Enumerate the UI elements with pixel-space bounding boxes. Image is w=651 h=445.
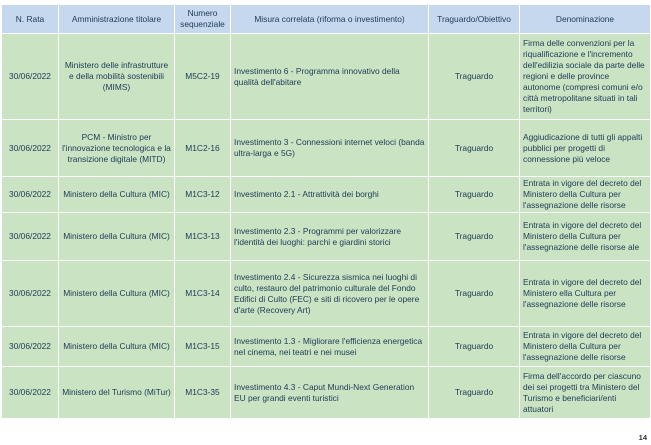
cell-traguardo: Traguardo — [429, 177, 520, 213]
cell-rata: 30/06/2022 — [2, 327, 59, 367]
table-row — [2, 177, 651, 213]
table-row — [2, 261, 651, 327]
table-row — [2, 367, 651, 419]
cell-amministrazione: Ministero della Cultura (MIC) — [59, 213, 175, 261]
cell-misura: Investimento 1.3 - Migliorare l'efficienza energetica nel cinema, nei teatri e nei musei — [231, 327, 429, 367]
cell-amministrazione: PCM - Ministro per l'innovazione tecnologica e la transizione digitale (MITD) — [59, 120, 175, 177]
cell-traguardo: Traguardo — [429, 327, 520, 367]
cell-numero: M1C2-16 — [175, 120, 231, 177]
header-traguardo-obiettivo: Traguardo/Obiettivo — [429, 5, 520, 34]
cell-traguardo: Traguardo — [429, 261, 520, 327]
cell-amministrazione: Ministero della Cultura (MIC) — [59, 177, 175, 213]
cell-misura: Investimento 2.3 - Programmi per valorizzare l'identità dei luoghi: parchi e giardini storici — [231, 213, 429, 261]
cell-misura: Investimento 2.4 - Sicurezza sismica nei luoghi di culto, restauro del patrimonio culturale del Fondo Edifici di Culto (FEC) e siti di ricovero per le opere d'arte (Recovery Art) — [231, 261, 429, 327]
cell-denominazione: Aggiudicazione di tutti gli appalti pubblici per progetti di connessione più veloce — [520, 120, 651, 177]
cell-misura: Investimento 3 - Connessioni internet veloci (banda ultra-larga e 5G) — [231, 120, 429, 177]
header-numero-sequenziale: Numero sequenziale — [175, 5, 231, 34]
cell-denominazione: Entrata in vigore del decreto del Ministero della Cultura per l'assegnazione delle risorse ale — [520, 213, 651, 261]
cell-misura: Investimento 2.1 - Attrattività dei borghi — [231, 177, 429, 213]
cell-numero: M1C3-13 — [175, 213, 231, 261]
table-row — [2, 34, 651, 120]
cell-rata: 30/06/2022 — [2, 34, 59, 120]
table-row — [2, 120, 651, 177]
cell-denominazione: Firma delle convenzioni per la riqualificazione e l'incremento dell'edilizia sociale da parte delle regioni e delle province autonome (compresi comuni e/o città metropolitane situati in tali territori) — [520, 34, 651, 120]
cell-misura: Investimento 4.3 - Caput Mundi-Next Generation EU per grandi eventi turistici — [231, 367, 429, 419]
cell-denominazione: Entrata in vigore del decreto del Ministero ella Cultura per l'assegnazione delle risorse — [520, 261, 651, 327]
cell-rata: 30/06/2022 — [2, 261, 59, 327]
cell-numero: M5C2-19 — [175, 34, 231, 120]
cell-rata: 30/06/2022 — [2, 120, 59, 177]
document-page — [1, 4, 650, 419]
cell-denominazione: Entrata in vigore del decreto del Ministero della Cultura per l'assegnazione delle risorse — [520, 327, 651, 367]
header-denominazione: Denominazione — [520, 5, 651, 34]
cell-numero: M1C3-14 — [175, 261, 231, 327]
cell-amministrazione: Ministero della Cultura (MIC) — [59, 327, 175, 367]
cell-numero: M1C3-35 — [175, 367, 231, 419]
cell-traguardo: Traguardo — [429, 213, 520, 261]
cell-rata: 30/06/2022 — [2, 367, 59, 419]
page-number: 14 — [638, 433, 647, 442]
cell-numero: M1C3-15 — [175, 327, 231, 367]
milestones-table — [1, 4, 651, 419]
cell-amministrazione: Ministero delle infrastrutture e della mobilità sostenibili (MIMS) — [59, 34, 175, 120]
cell-denominazione: Firma dell'accordo per ciascuno dei sei progetti tra Ministero del Turismo e beneficiari/enti attuatori — [520, 367, 651, 419]
cell-rata: 30/06/2022 — [2, 177, 59, 213]
cell-amministrazione: Ministero del Turismo (MiTur) — [59, 367, 175, 419]
table-row — [2, 213, 651, 261]
cell-traguardo: Traguardo — [429, 367, 520, 419]
cell-denominazione: Entrata in vigore del decreto del Ministero della Cultura per l'assegnazione delle risorse — [520, 177, 651, 213]
cell-misura: Investimento 6 - Programma innovativo della qualità dell'abitare — [231, 34, 429, 120]
table-row — [2, 327, 651, 367]
header-n-rata: N. Rata — [2, 5, 59, 34]
cell-amministrazione: Ministero della Cultura (MIC) — [59, 261, 175, 327]
table-header-row — [2, 5, 651, 34]
cell-traguardo: Traguardo — [429, 34, 520, 120]
header-amministrazione: Amministrazione titolare — [59, 5, 175, 34]
cell-rata: 30/06/2022 — [2, 213, 59, 261]
cell-traguardo: Traguardo — [429, 120, 520, 177]
cell-numero: M1C3-12 — [175, 177, 231, 213]
header-misura-correlata: Misura correlata (riforma o investimento) — [231, 5, 429, 34]
